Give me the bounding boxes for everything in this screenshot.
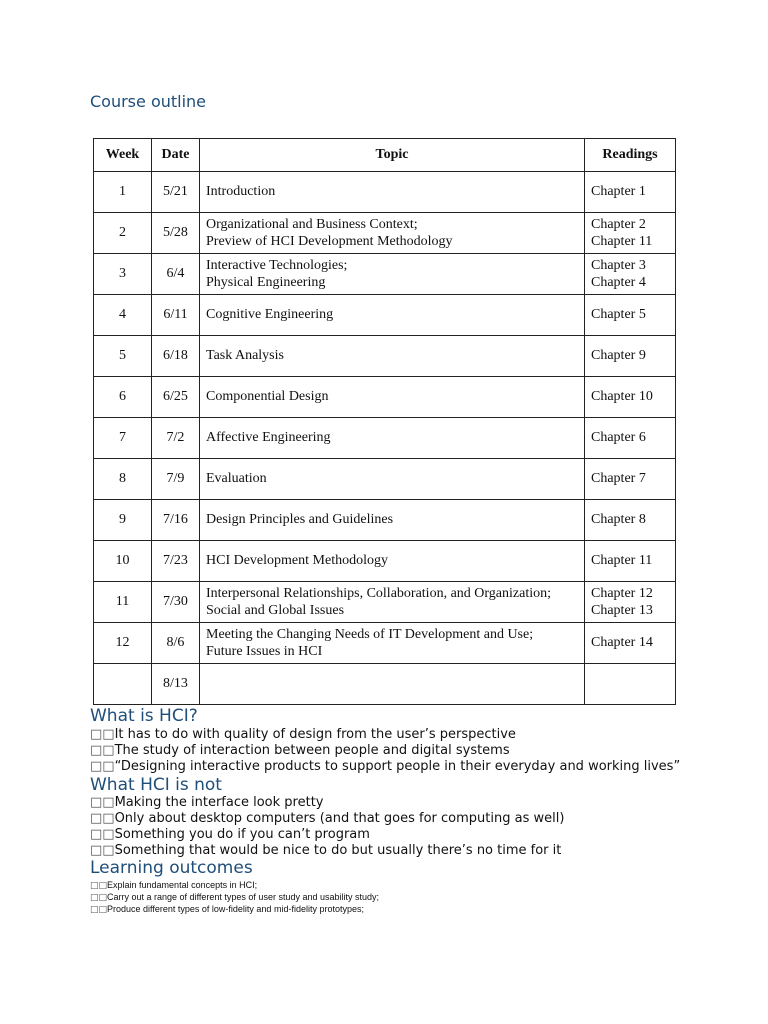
table-row <box>94 459 676 500</box>
topic-cell <box>200 172 585 213</box>
topic-line: Cognitive Engineering <box>206 307 334 323</box>
table-row <box>94 172 676 213</box>
what-hci-is-not-list <box>90 795 564 859</box>
list-item <box>90 904 379 916</box>
topic-line: Physical Engineering <box>206 275 326 290</box>
reading-line: Chapter 11 <box>591 234 653 249</box>
date-cell: 5/21 <box>152 172 200 213</box>
table-row <box>94 295 676 336</box>
topic-line: Preview of HCI Development Methodology <box>206 234 453 249</box>
readings-cell <box>585 459 676 500</box>
list-item-text: It has to do with quality of design from the user’s perspective <box>114 727 516 742</box>
reading-line: Chapter 6 <box>591 430 646 446</box>
reading-line: Chapter 11 <box>591 553 653 569</box>
bullet-icon: □□ <box>90 905 108 915</box>
list-item-text: Something that would be nice to do but usually there’s no time for it <box>114 843 562 858</box>
week-cell: 10 <box>94 541 152 582</box>
readings-cell <box>585 582 676 623</box>
table-row <box>94 254 676 295</box>
week-cell: 9 <box>94 500 152 541</box>
week-cell <box>94 664 152 705</box>
list-item-text: The study of interaction between people and digital systems <box>114 743 510 758</box>
date-cell: 7/23 <box>152 541 200 582</box>
list-item-text: Explain fundamental concepts in HCI; <box>107 880 258 890</box>
list-item <box>90 827 564 843</box>
date-cell: 6/25 <box>152 377 200 418</box>
bullet-icon: □□ <box>90 881 108 891</box>
list-item-text: Produce different types of low-fidelity and mid-fidelity prototypes; <box>107 904 364 914</box>
week-cell: 7 <box>94 418 152 459</box>
reading-line: Chapter 5 <box>591 307 646 323</box>
topic-cell <box>200 336 585 377</box>
week-cell: 4 <box>94 295 152 336</box>
topic-line: Affective Engineering <box>206 430 331 446</box>
date-cell: 8/13 <box>152 664 200 705</box>
week-cell: 1 <box>94 172 152 213</box>
list-item-text: “Designing interactive products to support people in their everyday and working lives” <box>114 759 681 774</box>
reading-line: Chapter 1 <box>591 184 646 200</box>
list-item <box>90 795 564 811</box>
list-item-text: Only about desktop computers (and that goes for computing as well) <box>114 811 565 826</box>
column-header-readings: Readings <box>585 139 676 172</box>
column-header-topic: Topic <box>200 139 585 172</box>
table-row <box>94 582 676 623</box>
topic-line: Social and Global Issues <box>206 603 345 618</box>
list-item <box>90 759 680 775</box>
readings-cell <box>585 172 676 213</box>
table-header-row <box>94 139 676 172</box>
topic-line: Future Issues in HCI <box>206 644 323 659</box>
readings-cell <box>585 336 676 377</box>
date-cell: 7/16 <box>152 500 200 541</box>
topic-line: Interpersonal Relationships, Collaboration, and Organization; <box>206 585 551 601</box>
date-cell: 6/11 <box>152 295 200 336</box>
date-cell: 8/6 <box>152 623 200 664</box>
table-row <box>94 664 676 705</box>
reading-line: Chapter 13 <box>591 603 653 618</box>
topic-cell <box>200 623 585 664</box>
readings-cell <box>585 295 676 336</box>
list-item <box>90 743 680 759</box>
readings-cell <box>585 377 676 418</box>
reading-line: Chapter 12 <box>591 585 653 601</box>
bullet-icon: □□ <box>90 743 115 758</box>
week-cell: 11 <box>94 582 152 623</box>
topic-cell <box>200 500 585 541</box>
topic-line: Introduction <box>206 184 276 200</box>
reading-line: Chapter 7 <box>591 471 646 487</box>
what-hci-is-not-heading: What HCI is not <box>90 775 222 795</box>
list-item-text: Carry out a range of different types of user study and usability study; <box>107 892 379 902</box>
reading-line: Chapter 3 <box>591 257 646 273</box>
reading-line: Chapter 4 <box>591 275 646 290</box>
reading-line: Chapter 2 <box>591 216 646 232</box>
readings-cell <box>585 500 676 541</box>
table-row <box>94 336 676 377</box>
table-row <box>94 623 676 664</box>
topic-cell <box>200 582 585 623</box>
table-row <box>94 377 676 418</box>
bullet-icon: □□ <box>90 827 115 842</box>
readings-cell <box>585 623 676 664</box>
table-row <box>94 541 676 582</box>
topic-cell <box>200 295 585 336</box>
column-header-week: Week <box>94 139 152 172</box>
bullet-icon: □□ <box>90 759 115 774</box>
week-cell: 6 <box>94 377 152 418</box>
reading-line: Chapter 14 <box>591 635 653 651</box>
list-item <box>90 880 379 892</box>
week-cell: 8 <box>94 459 152 500</box>
readings-cell <box>585 254 676 295</box>
what-is-hci-heading: What is HCI? <box>90 706 198 726</box>
readings-cell <box>585 418 676 459</box>
bullet-icon: □□ <box>90 811 115 826</box>
bullet-icon: □□ <box>90 843 115 858</box>
list-item <box>90 811 564 827</box>
reading-line: Chapter 8 <box>591 512 646 528</box>
date-cell: 6/4 <box>152 254 200 295</box>
table-row <box>94 213 676 254</box>
bullet-icon: □□ <box>90 795 115 810</box>
topic-cell <box>200 541 585 582</box>
learning-outcomes-heading: Learning outcomes <box>90 858 253 878</box>
table-row <box>94 500 676 541</box>
learning-outcomes-list <box>90 880 379 916</box>
reading-line: Chapter 9 <box>591 348 646 364</box>
week-cell: 5 <box>94 336 152 377</box>
topic-line: HCI Development Methodology <box>206 553 388 569</box>
topic-line: Design Principles and Guidelines <box>206 512 394 528</box>
date-cell: 7/30 <box>152 582 200 623</box>
week-cell: 12 <box>94 623 152 664</box>
topic-cell <box>200 254 585 295</box>
week-cell: 2 <box>94 213 152 254</box>
reading-line: Chapter 10 <box>591 389 653 405</box>
topic-line: Componential Design <box>206 389 329 405</box>
topic-cell <box>200 664 585 705</box>
topic-line: Task Analysis <box>206 348 284 364</box>
list-item <box>90 892 379 904</box>
week-cell: 3 <box>94 254 152 295</box>
date-cell: 7/2 <box>152 418 200 459</box>
topic-cell <box>200 418 585 459</box>
topic-cell <box>200 213 585 254</box>
topic-line: Meeting the Changing Needs of IT Development and Use; <box>206 626 534 642</box>
course-outline-heading: Course outline <box>90 92 207 111</box>
column-header-date: Date <box>152 139 200 172</box>
topic-cell <box>200 377 585 418</box>
date-cell: 5/28 <box>152 213 200 254</box>
course-outline-body <box>94 172 676 705</box>
readings-cell <box>585 541 676 582</box>
topic-cell <box>200 459 585 500</box>
readings-cell <box>585 664 676 705</box>
date-cell: 6/18 <box>152 336 200 377</box>
readings-cell <box>585 213 676 254</box>
table-row <box>94 418 676 459</box>
list-item <box>90 727 680 743</box>
list-item <box>90 843 564 859</box>
course-outline-table <box>93 138 676 705</box>
list-item-text: Something you do if you can’t program <box>114 827 370 842</box>
bullet-icon: □□ <box>90 893 108 903</box>
date-cell: 7/9 <box>152 459 200 500</box>
bullet-icon: □□ <box>90 727 115 742</box>
topic-line: Evaluation <box>206 471 267 487</box>
list-item-text: Making the interface look pretty <box>114 795 324 810</box>
topic-line: Interactive Technologies; <box>206 257 348 273</box>
what-is-hci-list <box>90 727 680 775</box>
topic-line: Organizational and Business Context; <box>206 216 418 232</box>
